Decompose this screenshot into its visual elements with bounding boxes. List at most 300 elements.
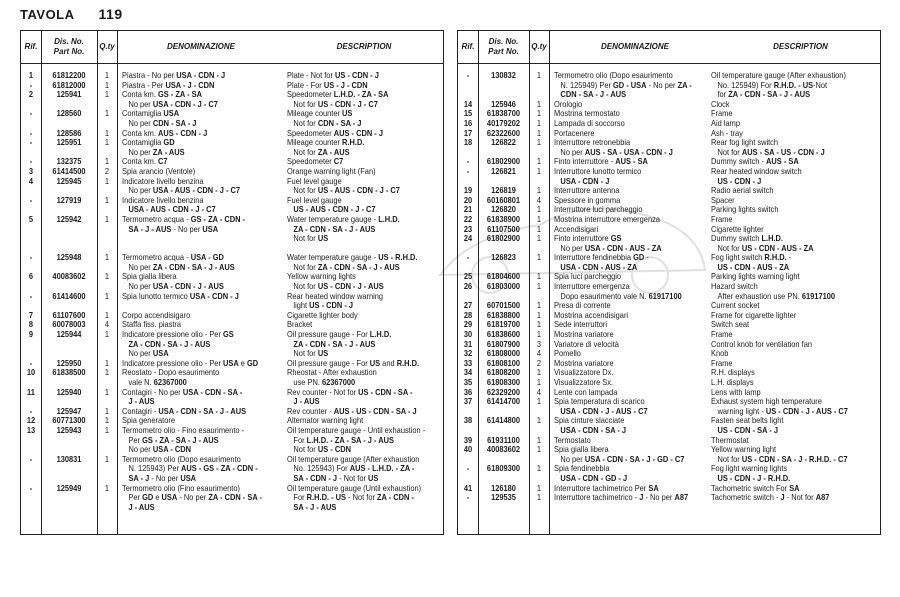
ref-number: 41	[463, 483, 473, 493]
part-number: 125940	[56, 387, 82, 397]
ref-number: 10	[26, 368, 36, 378]
text-segment: Contamiglia	[121, 138, 164, 148]
text-line	[711, 148, 825, 158]
text-segment: Corpo accendisigaro	[121, 310, 191, 320]
text-segment: Switch seat	[711, 320, 750, 330]
market-code: AUS - GS - ZA - CDN -	[181, 464, 258, 474]
text-line	[287, 129, 383, 139]
market-code: AUS - SA	[615, 157, 648, 167]
text-segment: Spacer	[711, 195, 735, 205]
text-line	[122, 225, 245, 235]
text-segment: Finto interruttore -	[553, 157, 616, 167]
market-code: AUS - L.H.D. - ZA -	[349, 464, 415, 474]
text-line	[554, 282, 682, 292]
text-segment: Oil temperature gauge (Until exhaustion)	[286, 483, 422, 493]
market-code: ZA - CDN - SA - J - AUS	[293, 339, 376, 349]
text-segment: Conta km.	[121, 128, 159, 138]
text-line	[122, 464, 258, 474]
market-code: J	[639, 493, 644, 503]
quantity: 1	[536, 282, 542, 292]
text-line	[122, 177, 240, 187]
quantity: 1	[104, 71, 110, 80]
market-code: GS - ZA - SA	[158, 90, 202, 100]
ref-number: 15	[463, 109, 473, 119]
text-line	[554, 71, 692, 81]
text-segment: Finto interruttore	[553, 234, 611, 244]
text-segment: Yellow warning lights	[286, 272, 356, 282]
market-code: R.H.D.	[764, 253, 787, 263]
part-number: 60078003	[52, 320, 86, 330]
part-number: 128560	[56, 109, 82, 119]
part-number: 126822	[491, 138, 516, 148]
text-line	[287, 416, 363, 426]
ref-number: -	[29, 157, 33, 167]
text-line	[711, 100, 730, 110]
part-number: 132375	[56, 157, 82, 167]
text-line	[554, 388, 617, 398]
header-rif: Rif.	[24, 42, 38, 51]
description-cell	[287, 330, 391, 359]
market-code: US - CDN - SA -	[358, 387, 413, 397]
text-line	[554, 493, 688, 503]
market-code: US - AUS - CDN - J - C7	[293, 205, 376, 215]
quantity: 1	[536, 224, 542, 234]
description-cell	[711, 464, 790, 483]
page-label: TAVOLA	[20, 7, 75, 22]
text-segment: - No per	[643, 493, 675, 503]
quantity: 2	[104, 166, 110, 176]
market-code: US	[369, 358, 381, 368]
quantity: 1	[104, 406, 110, 416]
part-number: 61414500	[52, 166, 86, 176]
text-segment: -Not	[813, 80, 828, 90]
text-line	[122, 388, 242, 398]
market-code: USA - CDN	[152, 445, 192, 455]
text-line	[287, 503, 421, 513]
text-line	[554, 177, 641, 187]
quantity: 1	[104, 272, 110, 282]
text-segment: Rear heated window switch	[711, 166, 802, 176]
text-segment: - No per	[177, 493, 209, 503]
table-row	[21, 483, 422, 513]
text-segment: Termometro olio (Dopo esaurimento	[121, 454, 241, 464]
market-code: AUS - CDN - J	[158, 128, 208, 138]
text-segment: light	[293, 301, 310, 311]
text-line	[287, 225, 400, 235]
market-code: US - CDN - J	[309, 301, 354, 311]
text-line	[554, 445, 684, 455]
denominazione-cell	[554, 234, 662, 253]
quantity: 1	[104, 195, 110, 205]
text-segment: warning light -	[717, 406, 766, 416]
market-code: A87	[815, 493, 830, 503]
text-line	[554, 234, 662, 244]
denominazione-cell	[554, 167, 641, 186]
text-segment: -	[644, 253, 649, 263]
market-code: AUS - SA	[766, 157, 799, 167]
denominazione-cell	[554, 282, 682, 301]
part-number: 61807900	[486, 339, 521, 349]
market-code: USA - CDN - SA - J	[560, 425, 627, 435]
text-segment: Cigarette lighter body	[286, 310, 358, 320]
market-code: GS	[610, 234, 622, 244]
ref-number: 36	[463, 387, 473, 397]
part-number: 61808300	[486, 378, 521, 388]
market-code: USA - CDN - J - C7	[152, 99, 218, 109]
part-number: 125949	[56, 483, 82, 493]
market-code: R.H.D.	[396, 358, 420, 368]
text-line	[554, 225, 598, 235]
table-row	[458, 416, 846, 435]
denominazione-cell	[122, 455, 258, 484]
text-segment: Interruttore emergenza	[553, 282, 630, 292]
table-row	[458, 225, 846, 235]
text-segment: Termostato	[553, 435, 591, 445]
text-line	[287, 378, 377, 388]
ref-number: 26	[463, 282, 473, 292]
table-row	[458, 234, 846, 253]
quantity: 1	[104, 157, 110, 167]
text-segment: Rev counter - Not for	[286, 387, 359, 397]
description-cell	[287, 359, 419, 369]
text-segment: No per	[128, 262, 153, 272]
description-cell	[711, 397, 848, 416]
market-code: AUS - SA - USA - CDN - J	[584, 147, 673, 157]
market-code: USA	[222, 358, 239, 368]
market-code: US - J - CDN	[323, 80, 368, 90]
text-segment: Lente con lampada	[553, 387, 618, 397]
description-cell	[287, 455, 419, 484]
market-code: US - CDN - SA - J	[717, 425, 778, 435]
text-segment: Rear heated window warning	[286, 291, 384, 301]
text-line	[287, 330, 391, 340]
market-code: 62367000	[153, 378, 187, 388]
text-line	[711, 109, 733, 119]
market-code: USA	[161, 493, 178, 503]
ref-number: -	[29, 128, 33, 138]
description-cell	[711, 157, 799, 167]
denominazione-cell	[554, 109, 620, 119]
text-line	[711, 359, 733, 369]
text-line	[711, 330, 733, 340]
quantity: 1	[536, 445, 542, 455]
text-segment: Fog light warning lights	[711, 464, 788, 474]
text-segment: Orange warning light (Fan)	[286, 166, 376, 176]
denominazione-cell	[554, 196, 620, 206]
table-row	[458, 205, 846, 215]
market-code: SA	[648, 483, 659, 493]
text-segment: Fasten seat belts light	[711, 416, 784, 426]
text-line	[287, 320, 312, 330]
ref-number: 27	[463, 301, 473, 311]
table-row	[21, 215, 409, 253]
denominazione-cell	[554, 378, 613, 388]
quantity: 1	[104, 176, 110, 186]
text-segment: Speedometer	[286, 157, 334, 167]
quantity: 1	[536, 205, 542, 215]
quantity: 1	[536, 253, 542, 263]
description-cell	[711, 320, 749, 330]
text-segment: Contagiri - No per	[121, 387, 183, 397]
text-segment: Mostrina accendisigari	[553, 310, 629, 320]
market-code: 62367000	[321, 378, 356, 388]
market-code: ZA - CDN - SA - J - AUS	[317, 262, 400, 272]
text-line	[122, 109, 196, 119]
quantity: 1	[104, 291, 110, 301]
text-segment: Spia gialla libera	[553, 445, 609, 455]
market-code: US - R.H.D.	[378, 253, 418, 263]
part-number: 128586	[56, 128, 82, 138]
ref-number: 6	[28, 272, 34, 282]
table-row	[458, 301, 846, 311]
market-code: J - AUS	[128, 397, 155, 407]
table-row	[458, 320, 846, 330]
ref-number: 12	[26, 416, 36, 426]
text-segment: Interruttore tachimetrico Per	[553, 483, 649, 493]
market-code: USA - CDN - J	[189, 291, 239, 301]
text-line	[711, 388, 761, 398]
quantity: 4	[536, 349, 542, 359]
denominazione-cell	[122, 272, 224, 291]
text-segment: -	[786, 253, 792, 263]
text-segment: Spia luci parcheggio	[553, 272, 622, 282]
quantity: 1	[536, 118, 542, 128]
table-row	[458, 129, 846, 139]
denominazione-cell	[554, 445, 684, 464]
table-row	[458, 368, 846, 378]
text-segment: No per	[560, 454, 585, 464]
table-row	[458, 388, 846, 398]
text-line	[287, 464, 419, 474]
text-segment: Oil temperature gauge (After exhaustion	[286, 454, 420, 464]
text-line	[711, 320, 749, 330]
text-segment: Dummy switch -	[711, 157, 767, 167]
market-code: US - CDN - J - C7	[317, 99, 378, 109]
text-line	[711, 349, 728, 359]
text-line	[287, 167, 376, 177]
text-line	[711, 282, 835, 292]
market-code: USA	[152, 349, 169, 359]
text-segment: After exhaustion use PN.	[717, 291, 802, 301]
market-code: J	[780, 493, 785, 503]
text-segment: Thermostat	[711, 435, 749, 445]
denominazione-cell	[554, 397, 648, 416]
table-row	[458, 138, 846, 157]
text-segment: Dopo esaurimento vale N.	[560, 291, 649, 301]
text-segment: Mileage counter	[286, 109, 343, 119]
text-segment: No. 125943) For	[293, 464, 350, 474]
text-line	[287, 196, 375, 206]
text-segment: Reostato - Dopo esaurimento	[121, 368, 220, 378]
ref-number: 14	[463, 99, 473, 109]
description-cell	[287, 138, 364, 157]
text-segment: vale N.	[128, 378, 154, 388]
market-code: GS - ZA - SA - J - AUS	[142, 435, 219, 445]
page-number: 119	[98, 6, 123, 22]
part-number: 126820	[491, 205, 516, 215]
text-line	[711, 301, 759, 311]
text-segment: No per	[560, 147, 585, 157]
market-code: US - CDN - SA - J - R.H.D. - C7	[741, 454, 848, 464]
market-code: GD	[163, 138, 175, 148]
text-segment: No per	[128, 445, 153, 455]
text-line	[287, 272, 384, 282]
part-number: 61812000	[52, 80, 86, 90]
text-segment: Ash - tray	[711, 128, 743, 138]
market-code: L.H.D.	[761, 234, 784, 244]
text-segment: Interruttore retronebbia	[553, 138, 631, 148]
text-segment: Conta km.	[121, 90, 159, 100]
ref-number: 20	[463, 195, 473, 205]
description-cell	[287, 167, 376, 177]
text-line	[554, 474, 627, 484]
quantity: 1	[536, 368, 542, 378]
text-line	[554, 311, 628, 321]
denominazione-cell	[554, 349, 581, 359]
text-line	[122, 138, 185, 148]
quantity: 1	[536, 109, 542, 119]
text-line	[554, 301, 611, 311]
text-line	[122, 71, 225, 81]
text-segment: e	[153, 493, 162, 503]
market-code: ZA - AUS	[152, 147, 185, 157]
ref-number: 30	[463, 330, 473, 340]
ref-number: 4	[28, 176, 34, 186]
quantity: 1	[104, 80, 110, 90]
text-line	[287, 234, 400, 244]
text-line	[554, 215, 660, 225]
table-row	[21, 406, 417, 417]
text-segment: Interruttore antenna	[553, 186, 620, 196]
description-cell	[711, 301, 759, 311]
text-segment: No. 125949) For	[717, 80, 774, 90]
quantity: 1	[536, 71, 542, 80]
text-segment: No per	[128, 118, 153, 128]
table-row	[458, 119, 846, 129]
market-code: US - CDN - AUS - ZA	[741, 243, 814, 253]
table-row	[21, 167, 409, 177]
part-number: 62329200	[486, 387, 521, 397]
table-row	[458, 311, 846, 321]
description-cell	[711, 282, 835, 301]
text-segment: No per	[128, 349, 153, 359]
text-line	[554, 157, 648, 167]
text-line	[554, 426, 626, 436]
text-line	[554, 253, 649, 263]
text-segment: N. 125943) Per	[128, 464, 182, 474]
text-line	[711, 71, 846, 81]
text-line	[554, 100, 582, 110]
text-segment: Termometro acqua -	[121, 253, 191, 263]
text-segment: Spia arancio (Ventole)	[121, 166, 196, 176]
market-code: ZA -	[677, 80, 692, 90]
ref-number: -	[29, 138, 33, 148]
text-line	[711, 416, 783, 426]
text-line	[287, 205, 375, 215]
denominazione-cell	[122, 292, 239, 302]
text-line	[287, 157, 343, 167]
table-row	[458, 253, 846, 272]
quantity: 1	[104, 483, 110, 493]
text-segment: Not for	[293, 234, 318, 244]
text-line	[554, 244, 662, 254]
text-line	[711, 378, 754, 388]
denominazione-cell	[122, 388, 242, 407]
ref-number: 35	[463, 378, 473, 388]
part-number: 61414700	[486, 397, 521, 407]
text-line	[554, 272, 621, 282]
market-code: USA - CDN - J	[560, 176, 610, 186]
text-line	[554, 148, 673, 158]
header-qty: Q.ty	[531, 42, 547, 51]
part-number: 61414800	[486, 416, 521, 426]
market-code: US - CDN	[317, 445, 351, 455]
text-segment: Mostrina interruttore emergenza	[553, 214, 660, 224]
description-cell	[711, 109, 733, 119]
quantity: 1	[536, 186, 542, 196]
text-line	[554, 90, 692, 100]
denominazione-cell	[122, 416, 175, 426]
ref-number: 29	[463, 320, 473, 330]
text-line	[122, 349, 234, 359]
text-line	[122, 292, 239, 302]
quantity: 2	[536, 358, 542, 368]
text-line	[122, 407, 246, 417]
text-line	[711, 119, 740, 129]
description-cell	[711, 340, 812, 350]
text-segment: and	[380, 358, 397, 368]
table-row	[21, 358, 420, 369]
text-line	[122, 119, 196, 129]
market-code: ZA - CDN - SA - J - AUS	[128, 339, 211, 349]
text-segment: Spia cinture slacciate	[553, 416, 625, 426]
market-code: USA - GD	[190, 253, 224, 263]
table-row	[458, 445, 846, 464]
text-segment: Knob	[711, 349, 729, 359]
text-segment: Mileage counter	[286, 138, 343, 148]
text-segment: Portacenere	[553, 128, 595, 138]
header-rif: Rif.	[461, 42, 475, 51]
text-line	[287, 474, 419, 484]
denominazione-cell	[122, 196, 216, 215]
text-segment: Plate - Not for	[286, 71, 336, 80]
quantity: 1	[536, 128, 542, 138]
part-number: 125951	[56, 138, 82, 148]
text-segment: Termometro olio (Dopo esaurimento	[553, 71, 673, 80]
market-code: C7	[158, 157, 168, 167]
market-code: US - CDN - J - AUS - C7	[765, 406, 848, 416]
denominazione-cell	[122, 157, 168, 167]
text-line	[287, 455, 419, 465]
description-cell	[711, 493, 829, 503]
text-line	[554, 340, 619, 350]
text-segment: Tachometric switch -	[711, 493, 781, 503]
text-segment: Termometro olio (Fino esaurimento)	[121, 483, 240, 493]
market-code: ZA - CDN -	[377, 493, 414, 503]
header-dis-no: Dis. No.	[54, 37, 84, 46]
text-segment: Water temperature gauge -	[286, 253, 379, 263]
text-segment: for	[717, 90, 729, 100]
text-line	[287, 253, 417, 263]
text-segment: Not for	[293, 445, 318, 455]
text-segment: No per	[128, 282, 153, 292]
table-row	[458, 330, 846, 340]
header-dis-no: Dis. No.	[488, 37, 519, 46]
text-line	[122, 455, 258, 465]
market-code: US - CDN - AUS - ZA	[717, 262, 790, 272]
text-segment: Contagiri -	[121, 406, 159, 416]
text-line	[122, 282, 224, 292]
